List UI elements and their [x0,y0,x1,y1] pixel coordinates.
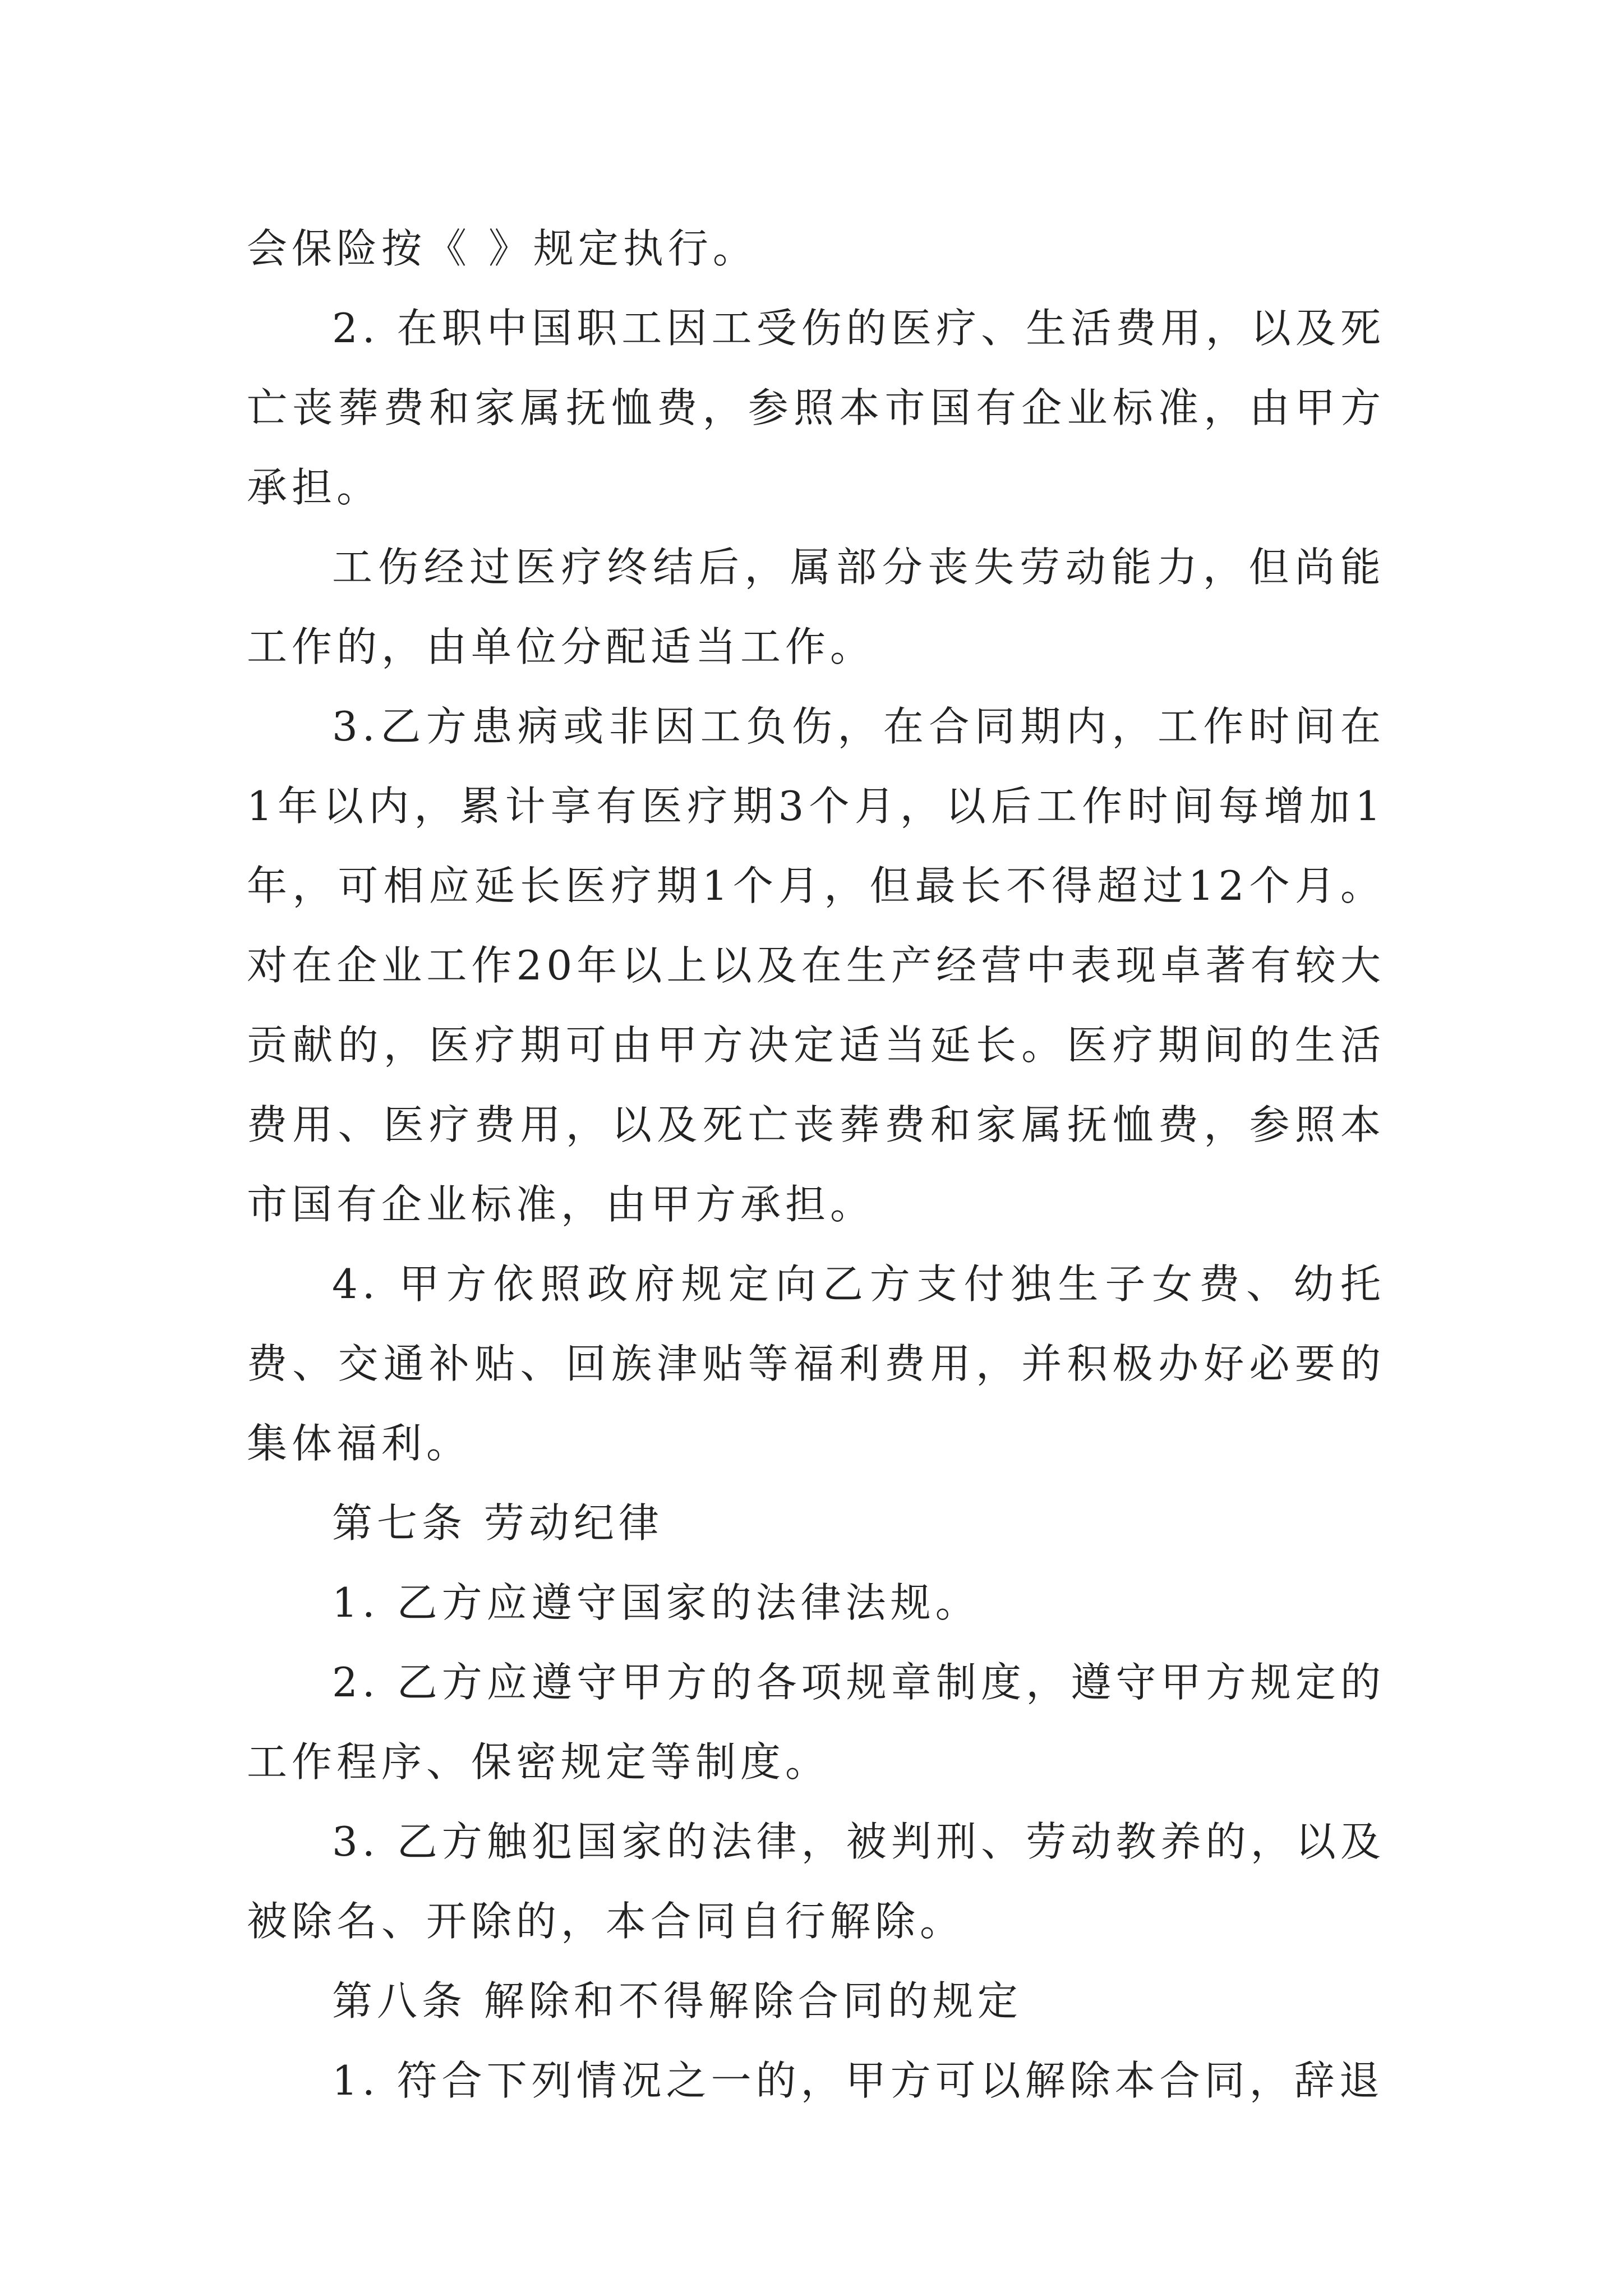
section-heading-article-8: 第八条 解除和不得解除合同的规定 [332,1977,1022,2024]
paragraph-2: 2. 在职中国职工因工受伤的医疗、生活费用，以及死亡丧葬费和家属抚恤费，参照本市国有企业标准，由甲方承担。 [247,305,1385,511]
paragraph-7: 1. 乙方应遵守国家的法律法规。 [332,1579,980,1626]
paragraph-5: 4. 甲方依照政府规定向乙方支付独生子女费、幼托费、交通补贴、回族津贴等福利费用，并积极办好必要的集体福利。 [247,1260,1385,1467]
paragraph-9: 3. 乙方触犯国家的法律，被判刑、劳动教养的，以及被除名、开除的，本合同自行解除。 [247,1818,1385,1945]
section-heading-article-7: 第七条 劳动纪律 [332,1499,663,1547]
paragraph-4: 3.乙方患病或非因工负伤，在合同期内，工作时间在1年以内，累计享有医疗期3个月，以后工作时间每增加1年，可相应延长医疗期1个月，但最长不得超过12个月。对在企业工作20年以上以及在生产经营中表现卓著有较大贡献的，医疗期可由甲方决定适当延长。医疗期间的生活费用、医疗费用，以及死亡丧葬费和家属抚恤费，参照本市国有企业标准，由甲方承担。 [247,703,1385,1228]
paragraph-1: 会保险按《 》规定执行。 [247,225,758,272]
document-body [247,209,1385,2120]
paragraph-3: 工伤经过医疗终结后，属部分丧失劳动能力，但尚能工作的，由单位分配适当工作。 [247,544,1385,670]
paragraph-8: 2. 乙方应遵守甲方的各项规章制度，遵守甲方规定的工作程序、保密规定等制度。 [247,1659,1385,1786]
paragraph-11: 1. 符合下列情况之一的，甲方可以解除本合同，辞退 [332,2057,1384,2104]
